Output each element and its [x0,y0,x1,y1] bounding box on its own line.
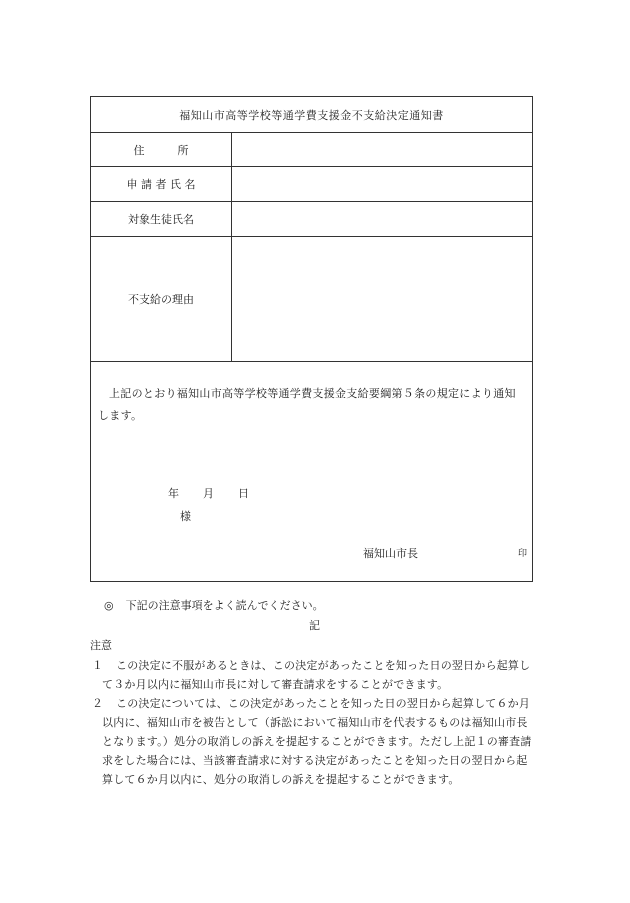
note-text: この決定については、この決定があったことを知った日の翌日から起算して６か月以内に、福知山市を被告として（訴訟において福知山市を代表するものは福知山市長となります。）処分の取消しの訴えを提起することができます。ただし上記１の審査請求をした場合には、当該審査請求に対する決定があったことを知った日の翌日から起算して６か月以内に、処分の取消しの訴えを提起することができます。 [102,697,532,786]
address-row [91,133,532,167]
applicant-name-row [91,167,532,202]
reason-row [91,237,532,362]
date-year: 年 [168,487,179,500]
applicant-name-value [232,167,532,201]
address-value [232,133,532,166]
student-name-label: 対象生徒氏名 [91,202,232,236]
note-text: この決定に不服があるときは、この決定があったことを知った日の翌日から起算して３か月以内に福知山市長に対して審査請求をすることができます。 [102,659,531,691]
reason-value [232,237,532,361]
note-item-2 [92,694,532,789]
address-label: 住 所 [91,133,232,166]
notes-heading: 注意 [90,639,112,652]
student-name-row [91,202,532,237]
notice-line [104,597,324,613]
student-name-value [232,202,532,236]
notice-body-text: 上記のとおり福知山市高等学校等通学費支援金支給要綱第５条の規定により通知します。 [98,387,516,422]
notice-text: 下記の注意事項をよく読んでください。 [125,599,324,612]
addressee-suffix: 様 [180,510,191,523]
reason-label: 不支給の理由 [91,237,232,361]
ki-heading: 記 [309,619,320,632]
note-number: ２ [92,697,104,710]
note-number: １ [92,659,104,672]
notice-form [90,96,533,582]
seal-mark: 印 [518,549,528,559]
form-title: 福知山市高等学校等通学費支援金不支給決定通知書 [91,97,532,133]
date-day: 日 [238,487,249,500]
date-month: 月 [203,487,214,500]
applicant-name-label: 申 請 者 氏 名 [91,167,232,201]
double-circle-mark: ◎ [104,599,114,612]
mayor-title: 福知山市長 [363,547,418,560]
note-item-1 [92,656,532,694]
date-line [168,485,249,501]
